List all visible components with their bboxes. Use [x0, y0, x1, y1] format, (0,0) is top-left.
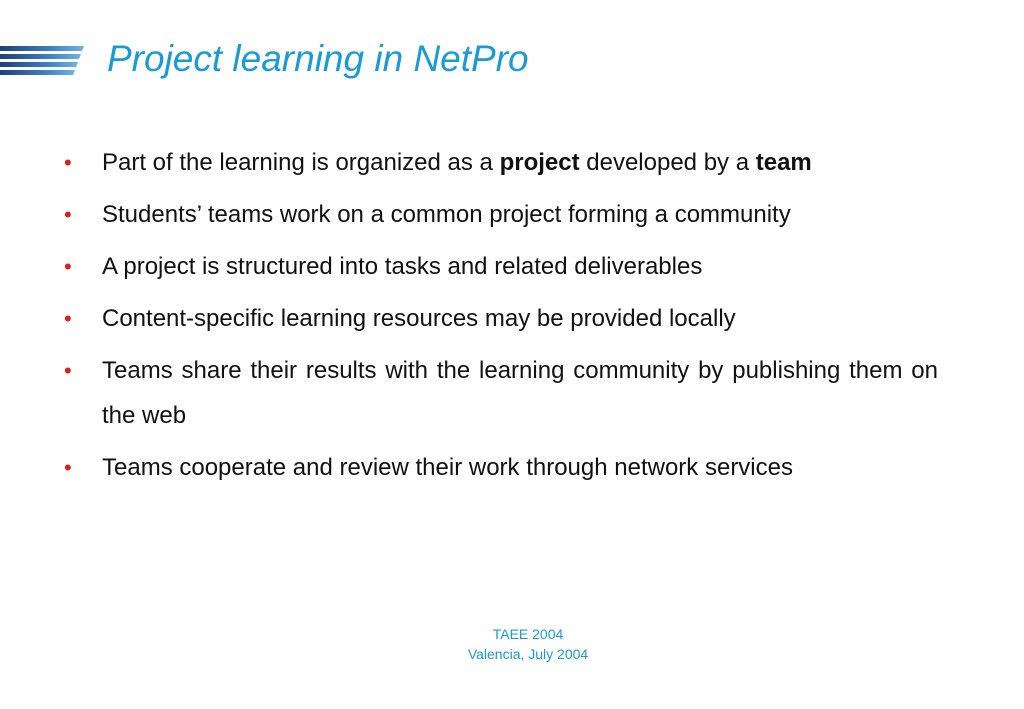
bullet-text: Students’ teams work on a common project forming a community — [102, 201, 791, 228]
bullet-list — [64, 140, 938, 497]
bullet-item — [64, 140, 938, 185]
bullet-marker: • — [64, 358, 72, 383]
bullet-emphasis: team — [755, 149, 812, 176]
bullet-text: Teams share their results with the learning community by publishing them on the web — [102, 357, 938, 429]
bullet-text: Teams cooperate and review their work through network services — [102, 454, 793, 481]
slide-title: Project learning in NetPro — [107, 38, 529, 79]
bullet-text: Content-specific learning resources may be provided locally — [102, 305, 736, 332]
bullet-item — [64, 244, 938, 289]
bullet-marker: • — [64, 306, 72, 331]
bullet-text: A project is structured into tasks and related deliverables — [102, 253, 703, 280]
logo-stripes-icon — [0, 0, 100, 90]
bullet-marker: • — [64, 254, 72, 279]
bullet-item — [64, 192, 938, 237]
footer-conference: TAEE 2004 — [492, 626, 564, 642]
bullet-item — [64, 348, 938, 438]
footer-location-date: Valencia, July 2004 — [467, 646, 589, 662]
bullet-item — [64, 296, 938, 341]
bullet-item — [64, 445, 938, 490]
bullet-text: Part of the learning is organized as a — [102, 149, 500, 176]
bullet-marker: • — [64, 202, 72, 227]
bullet-marker: • — [64, 150, 72, 175]
slide-footer — [428, 624, 628, 664]
bullet-text: developed by a — [579, 149, 756, 176]
bullet-marker: • — [64, 455, 72, 480]
bullet-emphasis: project — [499, 149, 580, 176]
